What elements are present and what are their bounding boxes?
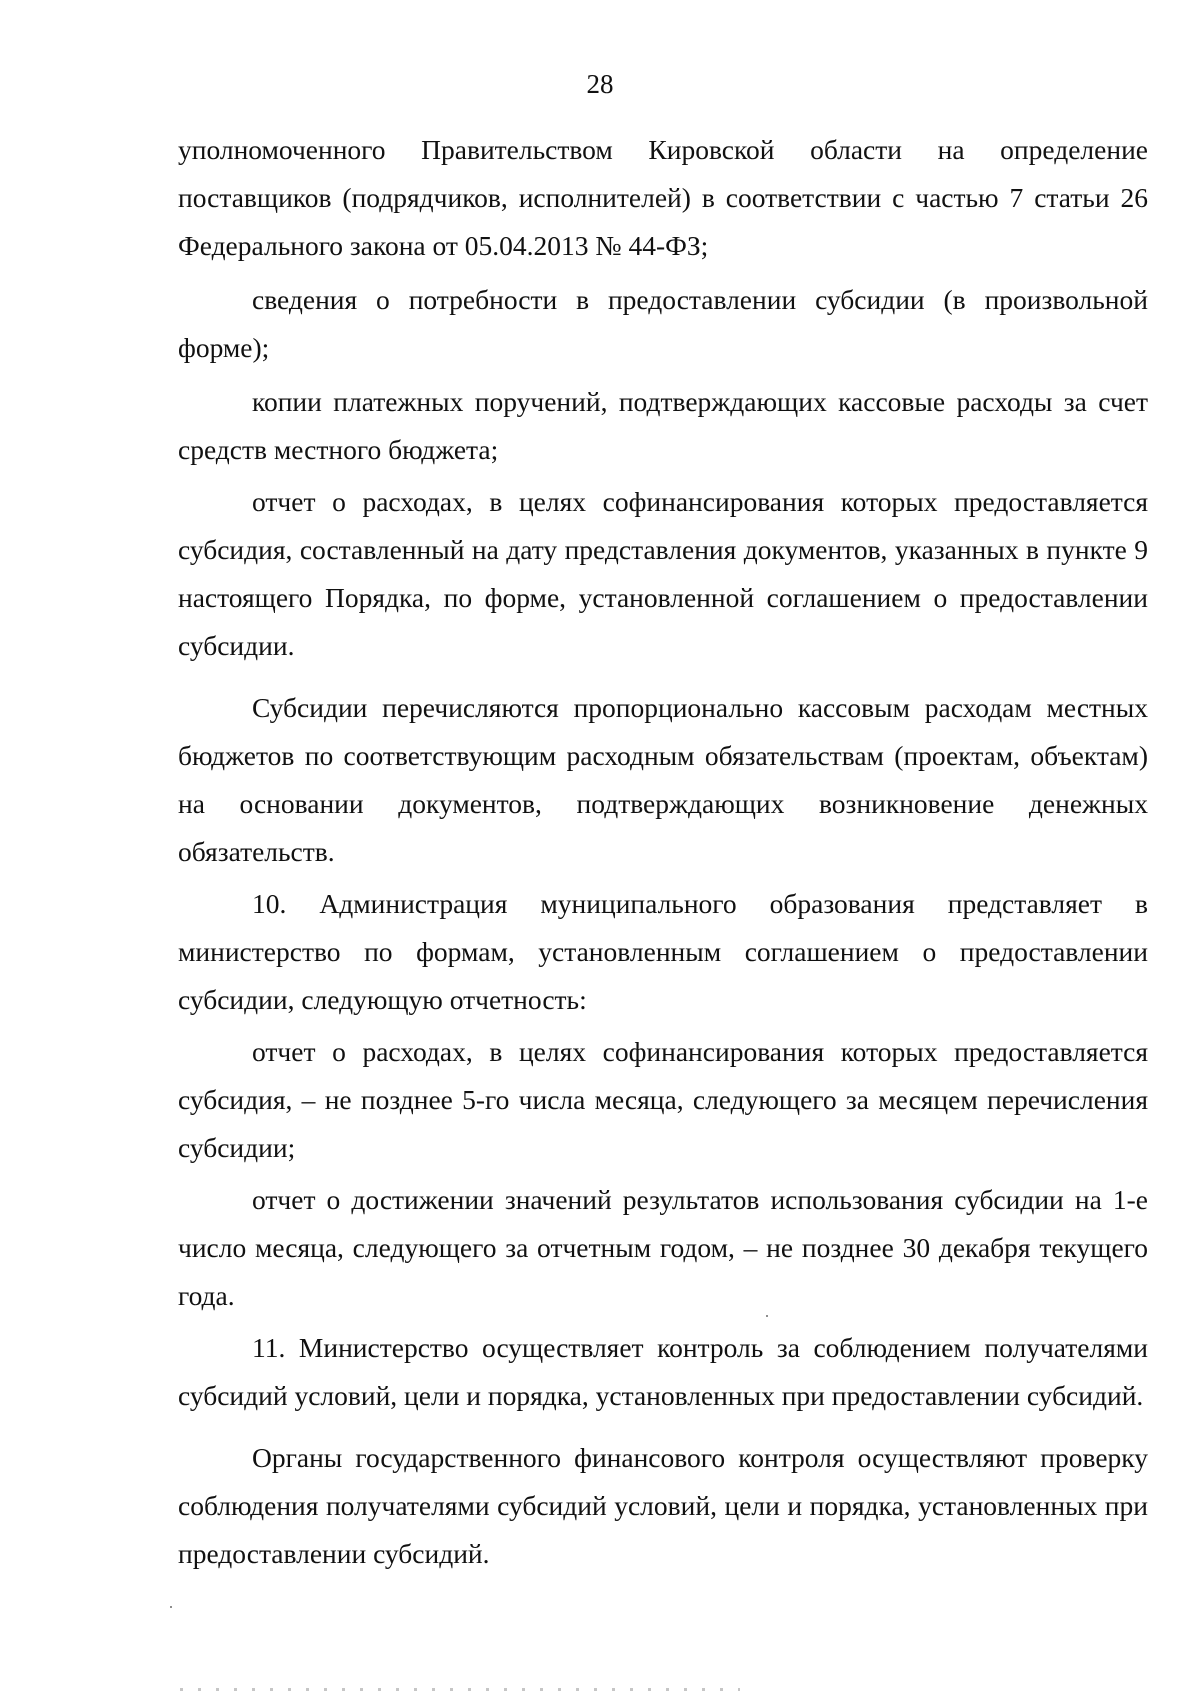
- document-body: [178, 126, 1148, 1578]
- paragraph-continuation: уполномоченного Правительством Кировской области на определение поставщиков (подрядчиков, исполнителей) в соответствии с частью 7 статьи 26 Федерального закона от 05.04.2013 № 44-ФЗ;: [178, 134, 1148, 261]
- paragraph-need-info: сведения о потребности в предоставлении субсидии (в произвольной форме);: [178, 284, 1148, 363]
- paragraph-payment-orders: копии платежных поручений, подтверждающих кассовые расходы за счет средств местного бюджета;: [178, 386, 1148, 465]
- paragraph-report-results: отчет о достижении значений результатов использования субсидии на 1-е число месяца, следующего за отчетным годом, – не позднее 30 декабря текущего года.: [178, 1184, 1148, 1311]
- paragraph-item-11: 11. Министерство осуществляет контроль за соблюдением получателями субсидий условий, цели и порядка, установленных при предоставлении субсидий.: [178, 1332, 1148, 1411]
- page-number: 28: [586, 69, 614, 99]
- paragraph-financial-control: Органы государственного финансового контроля осуществляют проверку соблюдения получателями субсидий условий, цели и порядка, установленных при предоставлении субсидий.: [178, 1442, 1148, 1569]
- paragraph-expense-report: отчет о расходах, в целях софинансирования которых предоставляется субсидия, составленный на дату представления документов, указанных в пункте 9 настоящего Порядка, по форме, установленной соглашением о предоставлении субсидии.: [178, 486, 1148, 661]
- scan-speck: [766, 1315, 768, 1317]
- scan-edge-marks: [180, 1688, 740, 1691]
- paragraph-item-10: 10. Администрация муниципального образования представляет в министерство по формам, установленным соглашением о предоставлении субсидии, следующую отчетность:: [178, 888, 1148, 1015]
- paragraph-report-expenses: отчет о расходах, в целях софинансирования которых предоставляется субсидия, – не позднее 5-го числа месяца, следующего за месяцем перечисления субсидии;: [178, 1036, 1148, 1163]
- paragraph-subsidy-transfer: Субсидии перечисляются пропорционально кассовым расходам местных бюджетов по соответствующим расходным обязательствам (проектам, объектам) на основании документов, подтверждающих возникновение денежных обязательств.: [178, 692, 1148, 867]
- scan-speck: [170, 1606, 172, 1608]
